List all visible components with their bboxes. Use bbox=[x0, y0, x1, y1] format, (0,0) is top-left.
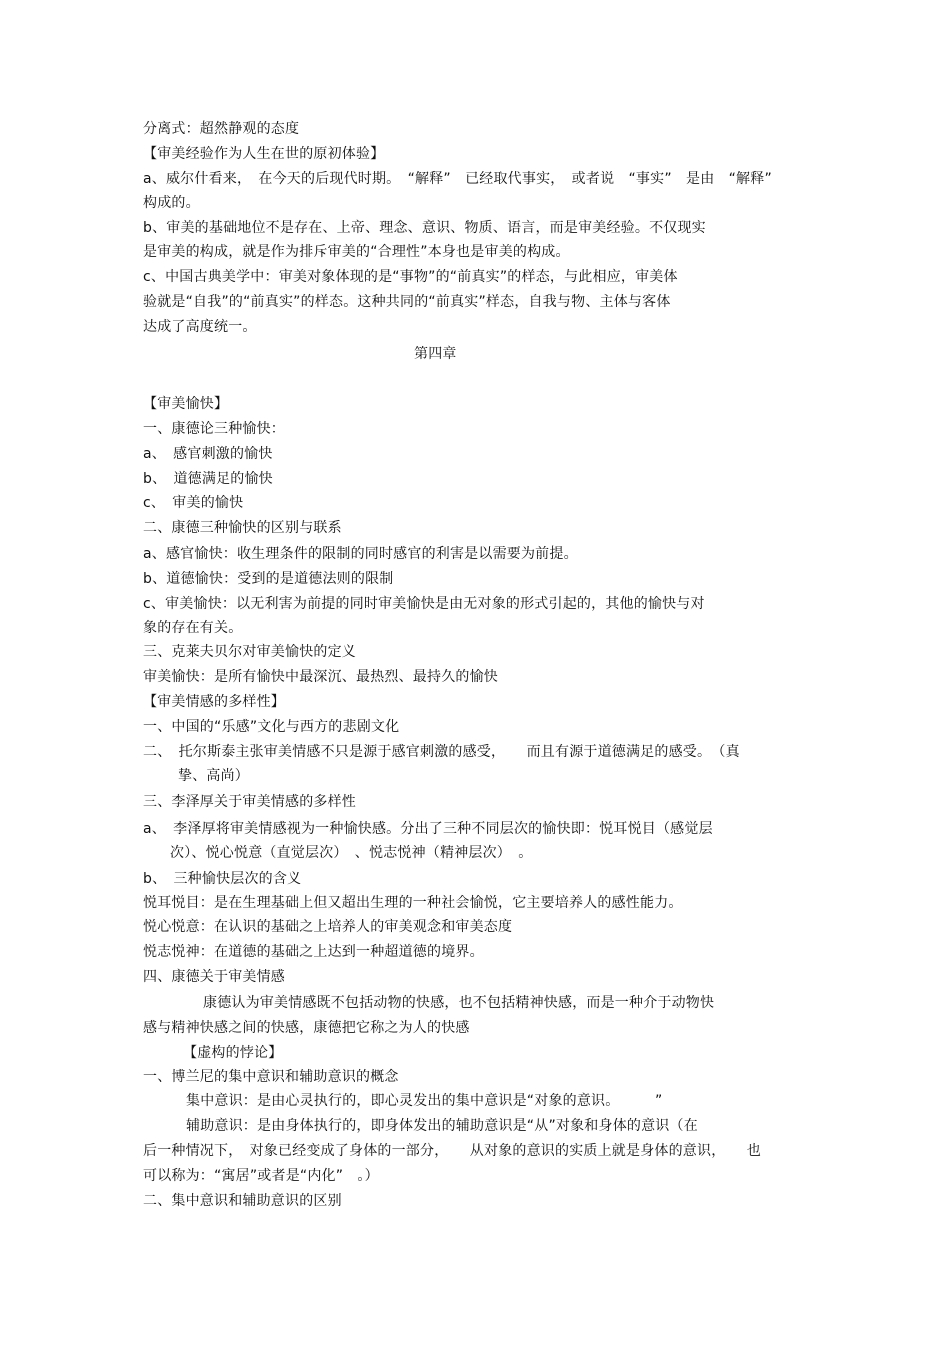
text-line: 康德认为审美情感既不包括动物的快感，也不包括精神快感，而是一种介于动物快 bbox=[203, 995, 715, 1011]
text-line: 可以称为：“寓居”或者是“内化” 。） bbox=[143, 1168, 379, 1184]
text-line: c、审美愉快：以无利害为前提的同时审美愉快是由无对象的形式引起的，其他的愉快与对 bbox=[143, 596, 705, 612]
text-line: 是审美的构成，就是作为排斥审美的“合理性”本身也是审美的构成。 bbox=[143, 244, 570, 260]
text-line: 二、 托尔斯泰主张审美情感不只是源于感官刺激的感受， 而且有源于道德满足的感受。 （真 bbox=[143, 744, 740, 760]
text-line: a、感官愉快：收生理条件的限制的同时感官的利害是以需要为前提。 bbox=[143, 546, 578, 562]
text-line: 悦志悦神：在道德的基础之上达到一种超道德的境界。 bbox=[143, 944, 484, 960]
text-line: 悦心悦意：在认识的基础之上培养人的审美观念和审美态度 bbox=[143, 919, 513, 935]
text-line: 四、康德关于审美情感 bbox=[143, 969, 285, 985]
text-line: 后一种情况下， 对象已经变成了身体的一部分， 从对象的意识的实质上就是身体的意识， 也 bbox=[143, 1143, 761, 1159]
section-heading: 【审美经验作为人生在世的原初体验】 bbox=[143, 146, 385, 162]
text-line: 辅助意识：是由身体执行的，即身体发出的辅助意识是“从”对象和身体的意识（在 bbox=[186, 1118, 698, 1134]
section-heading: 【审美愉快】 bbox=[143, 396, 229, 412]
text-line: 象的存在有关。 bbox=[143, 620, 243, 636]
text-line: 三、克莱夫贝尔对审美愉快的定义 bbox=[143, 644, 356, 660]
text-line: 二、集中意识和辅助意识的区别 bbox=[143, 1193, 342, 1209]
text-line: 一、中国的“乐感”文化与西方的悲剧文化 bbox=[143, 719, 400, 735]
text-line: 二、康德三种愉快的区别与联系 bbox=[143, 520, 342, 536]
text-line: 感与精神快感之间的快感，康德把它称之为人的快感 bbox=[143, 1020, 470, 1036]
text-line: a、威尔什看来， 在今天的后现代时期。 “解释” 已经取代事实， 或者说 “事实” 是由 “解释” bbox=[143, 171, 772, 187]
text-line: b、 三种愉快层次的含义 bbox=[143, 871, 302, 887]
list-item: c、 审美的愉快 bbox=[143, 495, 244, 511]
list-item: a、 感官刺激的愉快 bbox=[143, 446, 273, 462]
text-line: 三、李泽厚关于审美情感的多样性 bbox=[143, 794, 356, 810]
text-line: 审美愉快：是所有愉快中最深沉、最热烈、最持久的愉快 bbox=[143, 669, 498, 685]
list-item: b、 道德满足的愉快 bbox=[143, 471, 273, 487]
text-line: 一、康德论三种愉快： bbox=[143, 421, 285, 437]
section-heading: 【虚构的悖论】 bbox=[183, 1045, 283, 1061]
text-line: 构成的。 bbox=[143, 195, 200, 211]
text-line: 挚、高尚） bbox=[178, 768, 249, 784]
text-line: 一、博兰尼的集中意识和辅助意识的概念 bbox=[143, 1069, 399, 1085]
chapter-title: 第四章 bbox=[414, 346, 457, 362]
section-heading: 【审美情感的多样性】 bbox=[143, 694, 285, 710]
text-line: 悦耳悦目：是在生理基础上但又超出生理的一种社会愉悦，它主要培养人的感性能力。 bbox=[143, 895, 683, 911]
text-line: c、中国古典美学中：审美对象体现的是“事物”的“前真实”的样态，与此相应，审美体 bbox=[143, 269, 678, 285]
text-line: 次）、悦心悦意（直觉层次） 、悦志悦神（精神层次） 。 bbox=[170, 845, 533, 861]
text-line: 集中意识：是由心灵执行的，即心灵发出的集中意识是“对象的意识。 ” bbox=[186, 1093, 663, 1109]
text-line: b、道德愉快：受到的是道德法则的限制 bbox=[143, 571, 394, 587]
text-line: 分离式：超然静观的态度 bbox=[143, 121, 300, 137]
text-line: 达成了高度统一。 bbox=[143, 319, 257, 335]
text-line: a、 李泽厚将审美情感视为一种愉快感。分出了三种不同层次的愉快即：悦耳悦目（感觉层 bbox=[143, 821, 713, 837]
text-line: b、审美的基础地位不是存在、上帝、理念、意识、物质、语言，而是审美经验。不仅现实 bbox=[143, 220, 706, 236]
text-line: 验就是“自我”的“前真实”的样态。这种共同的“前真实”样态，自我与物、主体与客体 bbox=[143, 294, 671, 310]
